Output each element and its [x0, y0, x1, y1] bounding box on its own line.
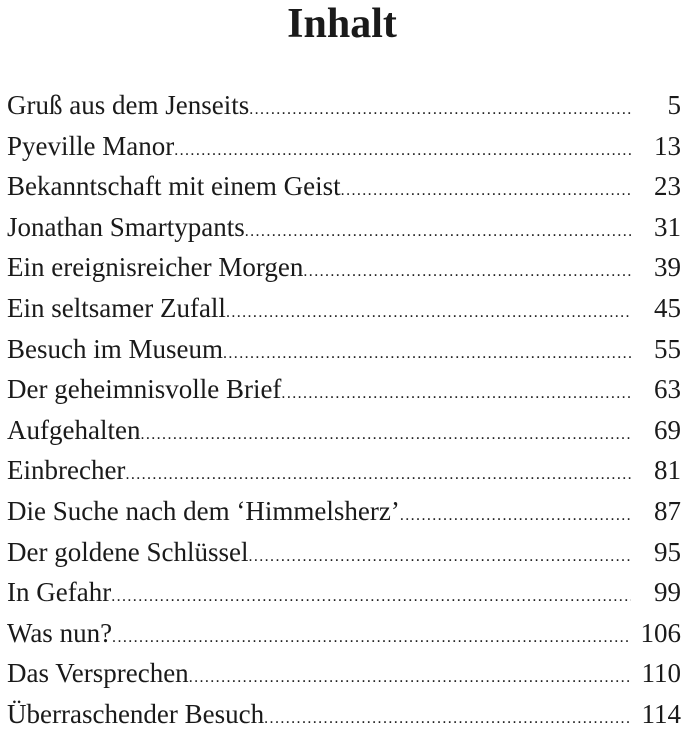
dot-leader: [189, 658, 631, 699]
dot-leader: [264, 699, 631, 740]
toc-entry-page: 106: [640, 617, 681, 648]
table-of-contents: [7, 85, 681, 735]
toc-entry-page: 23: [654, 171, 681, 202]
toc-entry: [7, 613, 681, 654]
dot-leader: [281, 374, 631, 415]
toc-entry: [7, 329, 681, 370]
toc-entry-title: Gruß aus dem Jenseits: [7, 90, 250, 120]
toc-entry-title: Der goldene Schlüssel: [7, 536, 249, 567]
dot-leader: [140, 415, 631, 456]
toc-entry-page: 81: [654, 455, 681, 486]
toc-entry: [7, 532, 681, 573]
toc-entry: [7, 450, 681, 491]
toc-entry-title: Pyeville Manor: [7, 130, 175, 161]
dot-leader: [112, 618, 630, 659]
toc-entry-title: Bekanntschaft mit einem Geist: [7, 171, 341, 202]
toc-entry-page: 5: [667, 90, 681, 120]
toc-entry-title: Überraschender Besuch: [7, 698, 265, 729]
toc-entry-title: In Gefahr: [7, 577, 112, 608]
toc-entry-title: Was nun?: [7, 617, 113, 648]
toc-entry-title: Das Versprechen: [7, 658, 189, 689]
toc-entry-page: 39: [654, 252, 681, 283]
toc-entry: [7, 369, 681, 410]
toc-entry: [7, 288, 681, 329]
toc-entry-title: Die Suche nach dem ‘Himmelsherz’: [7, 495, 400, 526]
dot-leader: [249, 90, 631, 131]
toc-entry: [7, 572, 681, 613]
dot-leader: [400, 496, 631, 537]
toc-entry: [7, 207, 681, 248]
toc-entry: [7, 247, 681, 288]
toc-entry-title: Ein seltsamer Zufall: [7, 292, 226, 323]
toc-entry-title: Besuch im Museum: [7, 333, 223, 364]
dot-leader: [341, 171, 631, 212]
toc-entry-title: Ein ereignisreicher Morgen: [7, 252, 304, 283]
toc-entry-page: 63: [654, 374, 681, 405]
dot-leader: [111, 577, 631, 618]
toc-entry-page: 110: [641, 658, 681, 689]
toc-entry: [7, 85, 681, 126]
toc-entry: [7, 694, 681, 735]
toc-entry-title: Der geheimnisvolle Brief: [7, 374, 282, 405]
toc-entry-page: 99: [654, 577, 681, 608]
toc-entry-page: 31: [654, 211, 681, 242]
toc-entry-page: 69: [654, 414, 681, 445]
dot-leader: [223, 334, 631, 375]
toc-entry-page: 114: [641, 698, 681, 729]
dot-leader: [174, 131, 631, 172]
toc-entry: [7, 653, 681, 694]
dot-leader: [226, 293, 631, 334]
toc-entry-page: 45: [654, 292, 681, 323]
toc-entry-page: 87: [654, 495, 681, 526]
page-title: Inhalt: [287, 1, 397, 47]
toc-entry-page: 55: [654, 333, 681, 364]
dot-leader: [125, 455, 631, 496]
toc-entry: [7, 410, 681, 451]
toc-entry-title: Einbrecher: [7, 455, 126, 486]
toc-entry-page: 95: [654, 536, 681, 567]
toc-entry: [7, 491, 681, 532]
toc-entry-title: Jonathan Smartypants: [7, 211, 245, 242]
dot-leader: [248, 537, 631, 578]
dot-leader: [245, 212, 631, 253]
toc-entry-title: Aufgehalten: [7, 414, 141, 445]
toc-entry: [7, 126, 681, 167]
dot-leader: [303, 252, 631, 293]
toc-entry-page: 13: [654, 130, 681, 161]
toc-entry: [7, 166, 681, 207]
